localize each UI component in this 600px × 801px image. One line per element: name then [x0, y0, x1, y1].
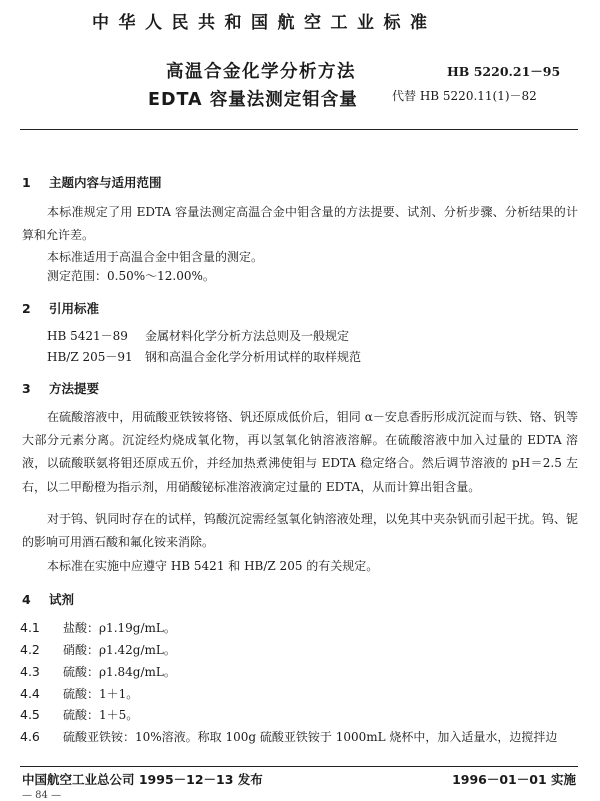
section-3-para-1: 在硫酸溶液中，用硫酸亚铁铵将铬、钒还原成低价后，钼同 α－安息香肟形成沉淀而与铁、铬、钒等大部分元素分离。沉淀经灼烧成氧化物，再以氢氧化钠溶液溶解。在硫酸溶液中加入过量的 EDTA 溶液，以硫酸联氨将钼还原成五价，并经加热煮沸使钼与 EDTA 稳定络合。然后调节溶液的 pH＝2.5 左右，以二甲酚橙为指示剂，用硝酸铋标准溶液滴定过量的 EDTA，从而计算出钼含量。 [22, 410, 578, 494]
section-1-heading [22, 173, 162, 191]
section-3-para-2: 对于钨、钒同时存在的试样，钨酸沉淀需经氢氧化钠溶液处理，以免其中夹杂钒而引起干扰。钨、铌的影响可用酒石酸和氟化铵来消除。 [22, 512, 578, 550]
issue-date: 中国航空工业总公司 1995－12－13 发布 [22, 772, 263, 787]
item-text: 硝酸：ρ1.42g/mL。 [63, 643, 176, 657]
reference-title: 钢和高温合金化学分析用试样的取样规范 [145, 350, 362, 364]
reagent-item [20, 728, 557, 745]
reagent-item [20, 641, 176, 658]
section-3-heading [22, 379, 99, 397]
item-text: 盐酸：ρ1.19g/mL。 [63, 621, 176, 635]
standard-title-line1: 高温合金化学分析方法 [166, 62, 356, 82]
item-text: 硫酸亚铁铵：10%溶液。称取 100g 硫酸亚铁铵于 1000mL 烧杯中，加入适量水，边搅拌边 [63, 730, 558, 744]
issuing-body-heading: 中华人民共和国航空工业标准 [92, 13, 437, 33]
reference-code: HB 5421－89 [47, 329, 128, 343]
section-title: 试剂 [49, 592, 75, 607]
reagent-item [20, 706, 138, 723]
section-2-heading [22, 299, 99, 317]
item-number: 4.3 [20, 664, 40, 679]
footer-divider [20, 766, 578, 767]
item-number: 4.2 [20, 642, 40, 657]
reagent-item [20, 685, 138, 702]
item-number: 4.1 [20, 620, 40, 635]
item-text: 硫酸：1＋1。 [63, 687, 139, 701]
section-number: 3 [22, 381, 31, 396]
effective-date: 1996－01－01 实施 [452, 772, 576, 787]
section-3-para-3: 本标准在实施中应遵守 HB 5421 和 HB/Z 205 的有关规定。 [47, 559, 379, 573]
reagent-item [20, 663, 176, 680]
item-text: 硫酸：ρ1.84g/mL。 [63, 665, 176, 679]
section-1-para-1: 本标准规定了用 EDTA 容量法测定高温合金中钼含量的方法提要、试剂、分析步骤、分析结果的计算和允许差。 [22, 205, 578, 243]
section-1-para-2: 本标准适用于高温合金中钼含量的测定。 [47, 250, 264, 264]
standard-title-line2: EDTA 容量法测定钼含量 [148, 90, 358, 110]
standard-code: HB 5220.21－95 [447, 64, 561, 79]
reference-code: HB/Z 205－91 [47, 350, 133, 364]
reference-item [47, 348, 361, 365]
section-title: 方法提要 [49, 381, 100, 396]
item-number: 4.5 [20, 707, 40, 722]
reference-item [47, 327, 349, 344]
reference-title: 金属材料化学分析方法总则及一般规定 [145, 329, 350, 343]
header-divider [20, 129, 578, 130]
section-number: 1 [22, 175, 31, 190]
section-title: 主题内容与适用范围 [49, 175, 162, 190]
reagent-item [20, 619, 176, 636]
item-text: 硫酸：1＋5。 [63, 708, 139, 722]
section-4-heading [22, 590, 74, 608]
item-number: 4.6 [20, 729, 40, 744]
page-number: — 84 — [22, 790, 62, 801]
section-number: 2 [22, 301, 31, 316]
item-number: 4.4 [20, 686, 40, 701]
section-title: 引用标准 [49, 301, 100, 316]
section-1-para-3: 测定范围：0.50%～12.00%。 [47, 269, 215, 283]
replaces-standard: 代替 HB 5220.11(1)－82 [392, 89, 537, 103]
section-number: 4 [22, 592, 31, 607]
